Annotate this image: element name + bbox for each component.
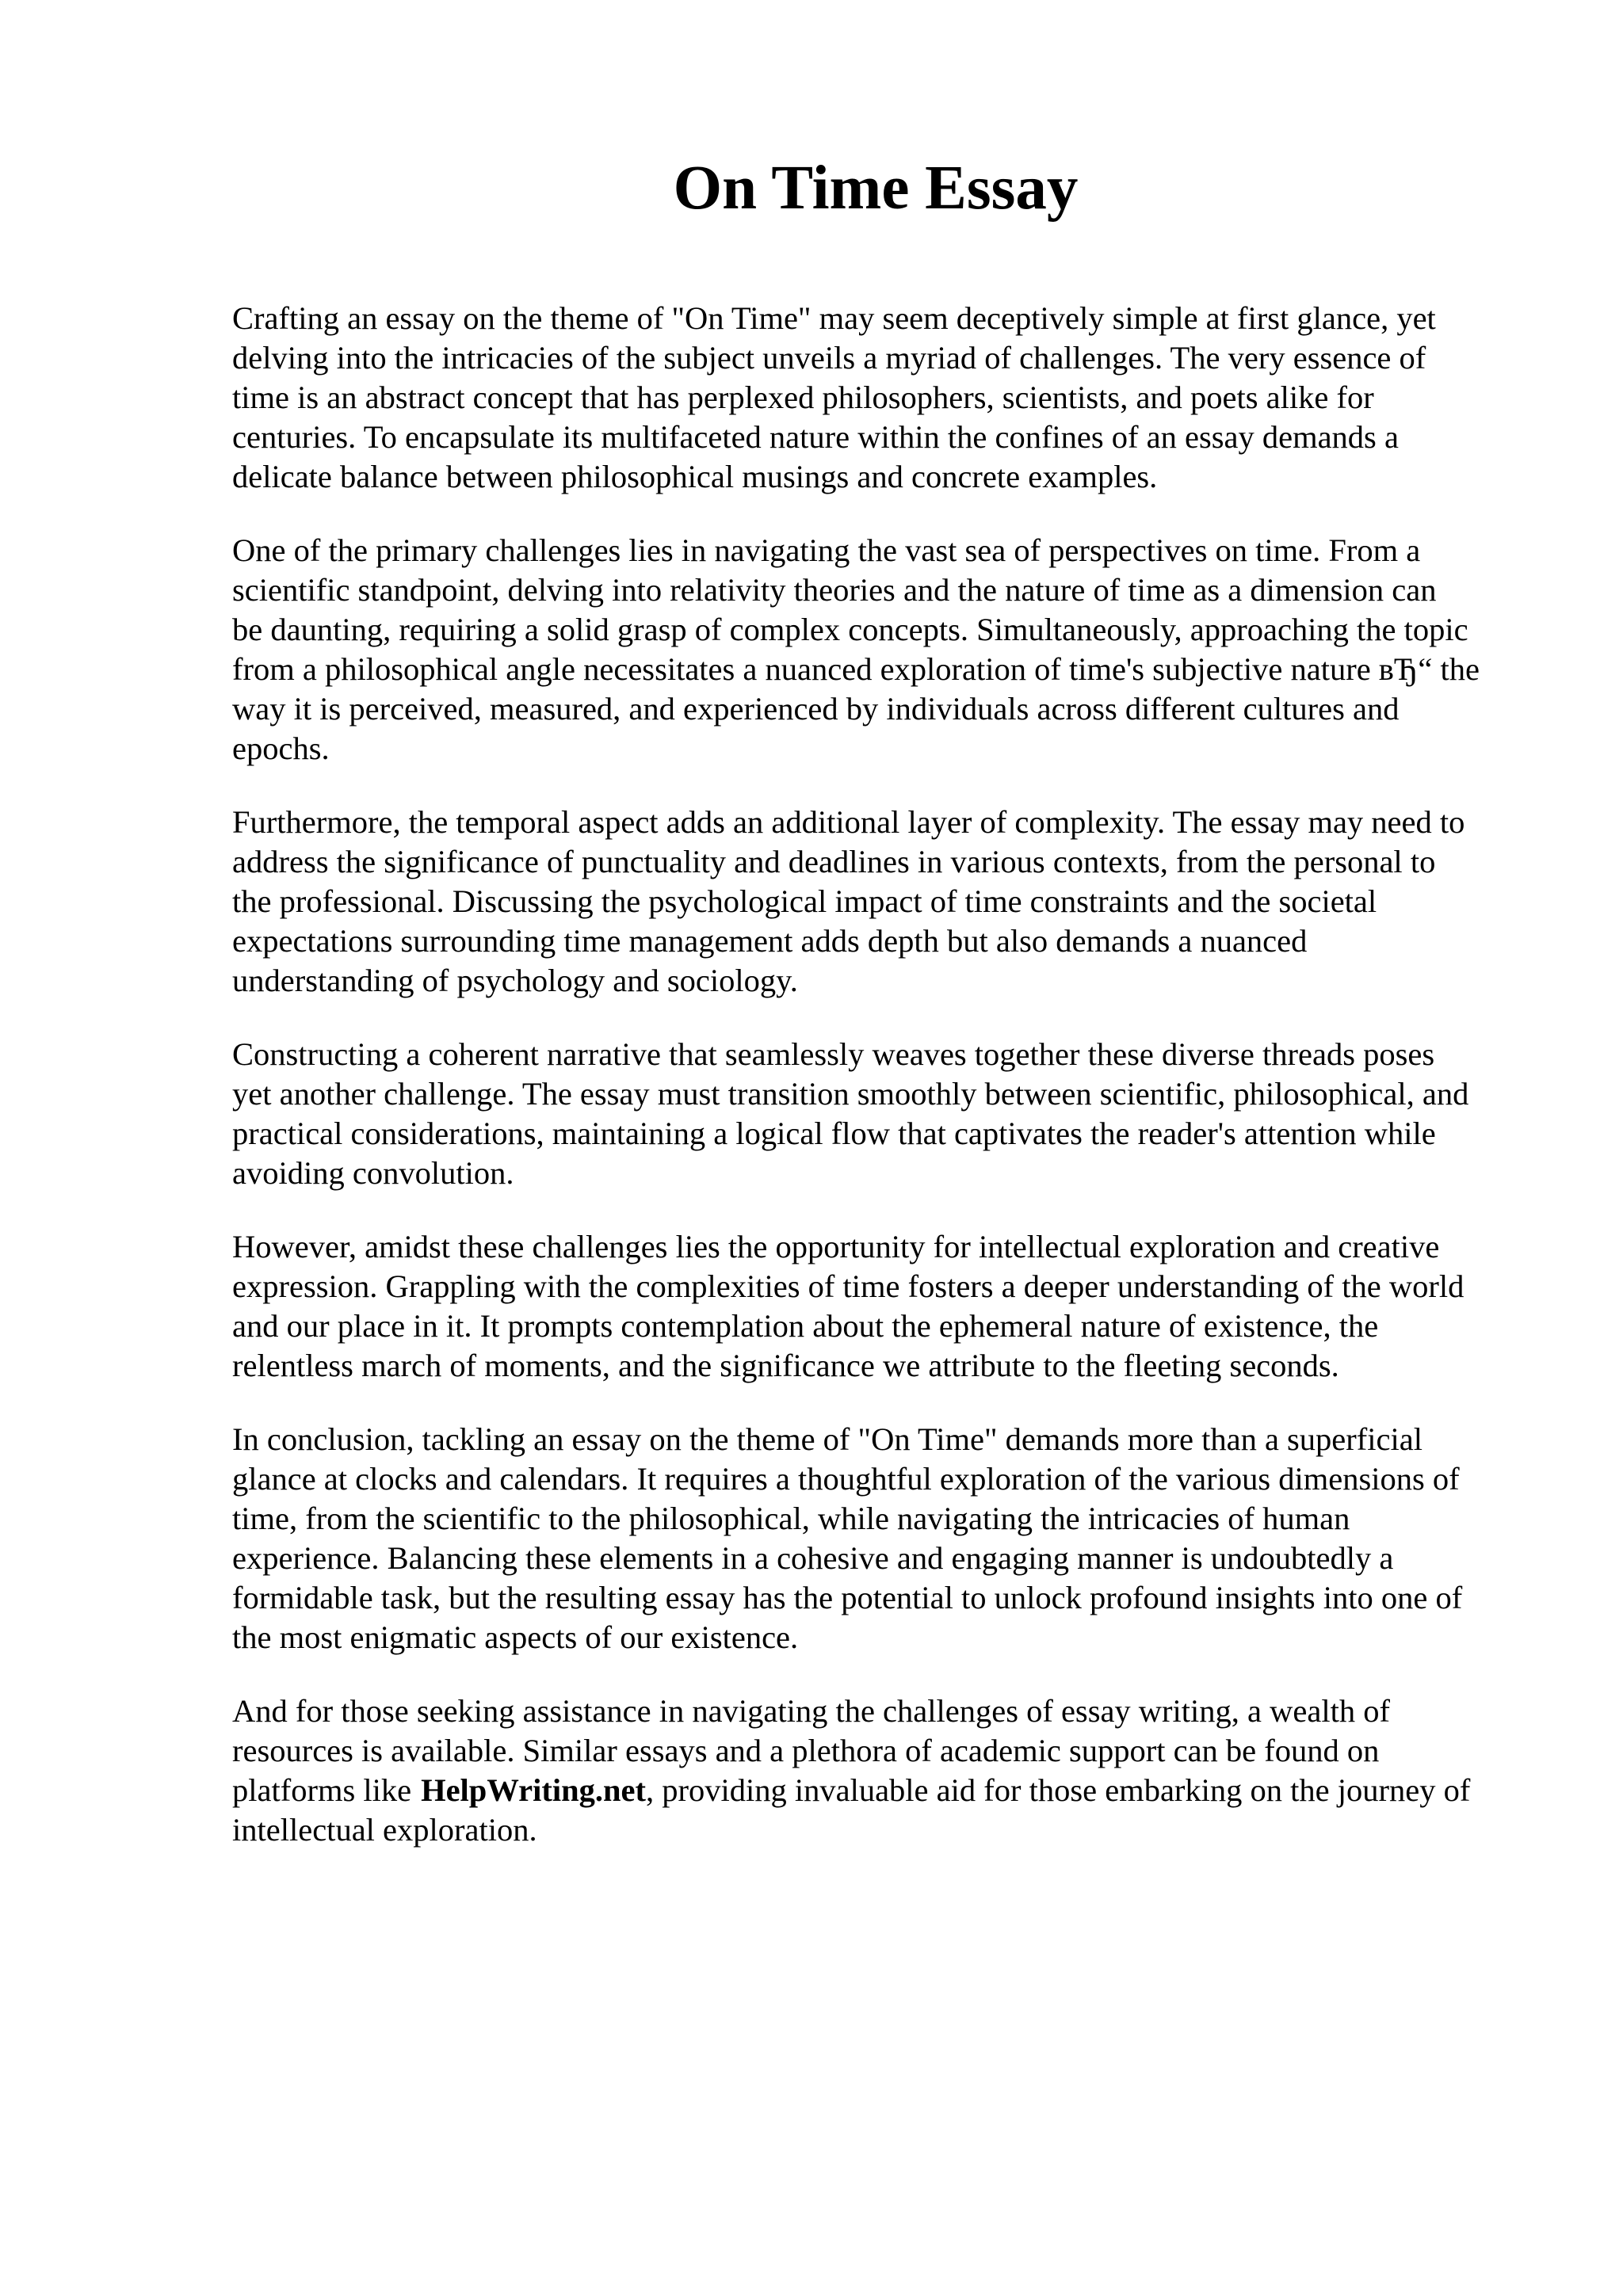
text-line: address the significance of punctuality and deadlines in various contexts, from the personal to (232, 844, 1436, 879)
text-line: avoiding convolution. (232, 1155, 514, 1191)
text-line: formidable task, but the resulting essay has the potential to unlock profound insights into one of (232, 1580, 1463, 1615)
text-line: And for those seeking assistance in navigating the challenges of essay writing, a wealth of (232, 1693, 1390, 1729)
text-line: expectations surrounding time management adds depth but also demands a nuanced (232, 923, 1308, 959)
text-line: from a philosophical angle necessitates a nuanced exploration of time's subjective nature вЂ“ the (232, 651, 1480, 687)
text-line: be daunting, requiring a solid grasp of complex concepts. Simultaneously, approaching the topic (232, 612, 1468, 647)
text-line: way it is perceived, measured, and experienced by individuals across different cultures and (232, 691, 1400, 727)
paragraph-2 (232, 531, 1532, 769)
paragraph-1 (232, 299, 1532, 497)
text-line: time is an abstract concept that has perplexed philosophers, scientists, and poets alike for (232, 379, 1374, 415)
text-line: Constructing a coherent narrative that seamlessly weaves together these diverse threads poses (232, 1036, 1435, 1072)
link-prefix-text: platforms like (232, 1772, 412, 1808)
text-line: relentless march of moments, and the significance we attribute to the fleeting seconds. (232, 1348, 1339, 1383)
text-line: delving into the intricacies of the subject unveils a myriad of challenges. The very essence of (232, 340, 1426, 376)
text-line: scientific standpoint, delving into relativity theories and the nature of time as a dimension can (232, 572, 1437, 608)
text-line: the professional. Discussing the psychological impact of time constraints and the societal (232, 883, 1377, 919)
text-line: In conclusion, tackling an essay on the theme of "On Time" demands more than a superficial (232, 1421, 1423, 1457)
closing-paragraph (232, 1691, 1532, 1850)
text-line: delicate balance between philosophical musings and concrete examples. (232, 459, 1158, 494)
text-line-with-link (232, 1771, 1532, 1810)
text-line: Furthermore, the temporal aspect adds an additional layer of complexity. The essay may need to (232, 804, 1465, 840)
page-title: On Time Essay (673, 154, 1079, 223)
paragraph-4 (232, 1035, 1532, 1193)
paragraph-6 (232, 1420, 1532, 1657)
text-line: time, from the scientific to the philosophical, while navigating the intricacies of human (232, 1501, 1350, 1536)
text-line: expression. Grappling with the complexities of time fosters a deeper understanding of the world (232, 1268, 1465, 1304)
paragraph-5 (232, 1227, 1532, 1386)
text-line: understanding of psychology and sociology. (232, 963, 798, 998)
text-line: However, amidst these challenges lies the opportunity for intellectual exploration and creative (232, 1229, 1440, 1264)
text-line: the most enigmatic aspects of our existence. (232, 1619, 799, 1655)
link-suffix-text: , providing invaluable aid for those embarking on the journey of (645, 1772, 1471, 1808)
paragraph-3 (232, 803, 1532, 1001)
text-line: intellectual exploration. (232, 1812, 537, 1848)
text-line: experience. Balancing these elements in a cohesive and engaging manner is undoubtedly a (232, 1540, 1394, 1576)
text-line: and our place in it. It prompts contemplation about the ephemeral nature of existence, the (232, 1308, 1379, 1344)
text-line: Crafting an essay on the theme of "On Time" may seem deceptively simple at first glance, yet (232, 300, 1436, 336)
text-line: One of the primary challenges lies in navigating the vast sea of perspectives on time. From a (232, 532, 1421, 568)
helpwriting-link[interactable]: HelpWriting.net (421, 1772, 646, 1808)
text-line: practical considerations, maintaining a logical flow that captivates the reader's attention while (232, 1116, 1436, 1151)
text-line: glance at clocks and calendars. It requires a thoughtful exploration of the various dimensions of (232, 1461, 1460, 1497)
text-line: yet another challenge. The essay must transition smoothly between scientific, philosophical, and (232, 1076, 1469, 1112)
text-line: epochs. (232, 730, 330, 766)
text-line: resources is available. Similar essays and a plethora of academic support can be found on (232, 1733, 1380, 1768)
essay-body (232, 299, 1532, 1884)
text-line: centuries. To encapsulate its multifaceted nature within the confines of an essay demands a (232, 419, 1399, 455)
